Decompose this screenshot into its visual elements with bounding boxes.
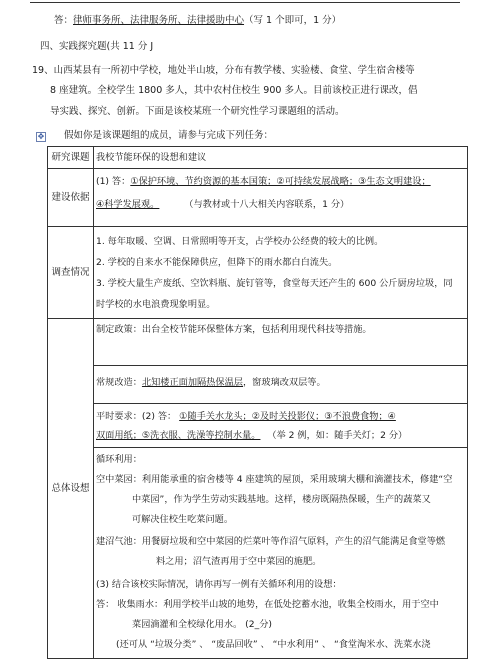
plan-policy-block bbox=[94, 319, 467, 365]
question-19-line-2: 8 座建筑。全校学生 1800 多人，其中农村住校生 900 多人。目前该校正进行课改，倡 bbox=[50, 85, 418, 96]
basis-answer-1: ①保护环境、节约资源的基本国策；②可持续发展战略；③生态文明建设； bbox=[130, 176, 431, 187]
plan-daily-line-1 bbox=[96, 407, 465, 426]
survey-line-1: 1. 每年取暖、空调、日常照明等开支，占学校办公经费的较大的比例。 bbox=[96, 236, 384, 247]
aerial-garden-line-3: 可解决住校生吃菜问题。 bbox=[132, 514, 234, 525]
topic-label: 研究课题 bbox=[48, 147, 94, 169]
top-rule bbox=[30, 2, 460, 3]
biogas-line-1: 建沼气池：用餐厨垃圾和空中菜园的烂菜叶等作沼气原料，产生的沼气能满足食堂等燃 bbox=[96, 536, 446, 547]
basis-label: 建设依据 bbox=[48, 169, 94, 227]
basis-note: （与教材或十八大相关内容联系，1 分） bbox=[184, 199, 350, 210]
basis-line-1 bbox=[96, 173, 465, 190]
basis-answer-2: ④科学发展观。 bbox=[96, 199, 160, 210]
basis-content bbox=[94, 169, 468, 227]
renovation-suffix: ，窗玻璃改双层等。 bbox=[243, 377, 326, 388]
renovation-answer: 北知楼正面加隔热保温层 bbox=[141, 377, 243, 388]
biogas-line-2: 料之用；沼气渣再用于空中菜园的施肥。 bbox=[156, 556, 322, 567]
question-3-prompt: (3) 结合该校实际情况，请你再写一例有关循环利用的设想： bbox=[96, 579, 342, 590]
plan-daily-line-2 bbox=[96, 426, 465, 445]
section-title: 四、实践探究题(共 11 分 J bbox=[40, 41, 154, 52]
answer-prefix: 答： bbox=[54, 15, 74, 26]
recycle-title: 循环利用： bbox=[96, 454, 142, 465]
aerial-garden-line-1: 空中菜园：利用能承重的宿舍楼等 4 座建筑的屋顶，采用玻璃大棚和滴灌技术，修建“空 bbox=[96, 474, 453, 485]
question-19-line-4: 假如你是该课题组的成员，请参与完成下列任务： bbox=[64, 130, 274, 141]
row-basis bbox=[48, 169, 468, 227]
daily-answer-1: ①随手关水龙头；②及时关投影仪；③不浪费食物；④ bbox=[179, 411, 396, 422]
topic-text: 我校节能环保的设想和建议 bbox=[96, 152, 207, 163]
prev-answer-line bbox=[54, 14, 341, 28]
survey-line-2: 2. 学校的自来水不能保障供应，但降下的雨水都白白流失。 bbox=[96, 257, 338, 268]
basis-line-2 bbox=[96, 196, 465, 213]
row-survey bbox=[48, 227, 468, 319]
question-3-answer-1: 答： 收集雨水：利用学校半山坡的地势，在低处挖蓄水池，收集全校雨水，用于空中 bbox=[96, 599, 439, 610]
plan-content bbox=[94, 319, 468, 659]
topic-value bbox=[94, 147, 468, 169]
plan-renovation-block bbox=[94, 365, 467, 403]
basis-prefix: (1) 答： bbox=[96, 176, 131, 187]
plan-daily-block bbox=[94, 403, 467, 447]
daily-prefix: 平时要求：(2) 答： bbox=[96, 411, 177, 422]
table-move-handle-icon[interactable]: ✥ bbox=[37, 132, 45, 141]
plan-renovation bbox=[96, 374, 465, 391]
answer-text: 律师事务所、法律服务所、法律援助中心 bbox=[73, 15, 245, 26]
survey-label: 调查情况 bbox=[48, 227, 94, 319]
question-19-line-3: 导实践、探究、创新。下面是该校某班一个研究性学习课题组的活动。 bbox=[50, 106, 345, 117]
daily-note: （举 2 例，如：随手关灯；2 分） bbox=[267, 430, 408, 441]
plan-recycle-block bbox=[94, 447, 467, 655]
question-3-hint: (还可从 “垃圾分类” 、 “废品回收” 、 “中水利用” 、 “食堂淘米水、洗菜水浇 bbox=[116, 639, 431, 650]
row-plan bbox=[48, 319, 468, 659]
survey-line-4: 时学校的水电浪费现象明显。 bbox=[96, 299, 216, 310]
plan-policy: 制定政策：出台全校节能环保整体方案，包括利用现代科技等措施。 bbox=[96, 324, 372, 335]
daily-answer-2: 双面用纸；⑤洗衣服、洗澡等控制水量。 bbox=[96, 430, 261, 441]
question-3-answer-2: 菜园滴灌和全校绿化用水。 (2_分) bbox=[132, 619, 272, 630]
row-topic bbox=[48, 147, 468, 169]
aerial-garden-line-2: 中菜园”，作为学生劳动实践基地。这样，楼房既隔热保暖，生产的蔬菜又 bbox=[132, 494, 431, 505]
plan-label: 总体设想 bbox=[48, 319, 94, 659]
question-19-line-1: 19、山西某县有一所初中学校，地处半山坡，分布有教学楼、实验楼、食堂、学生宿舍楼等 bbox=[32, 65, 415, 76]
research-table bbox=[47, 146, 468, 659]
survey-line-3: 3. 学校大量生产废纸、空饮料瓶、旋钉管等，食堂每天还产生的 600 公斤厨房垃圾，同 bbox=[96, 278, 453, 289]
answer-note: （写 1 个即可，1 分） bbox=[244, 15, 342, 26]
renovation-prefix: 常规改造： bbox=[96, 377, 142, 388]
survey-content bbox=[94, 227, 468, 319]
